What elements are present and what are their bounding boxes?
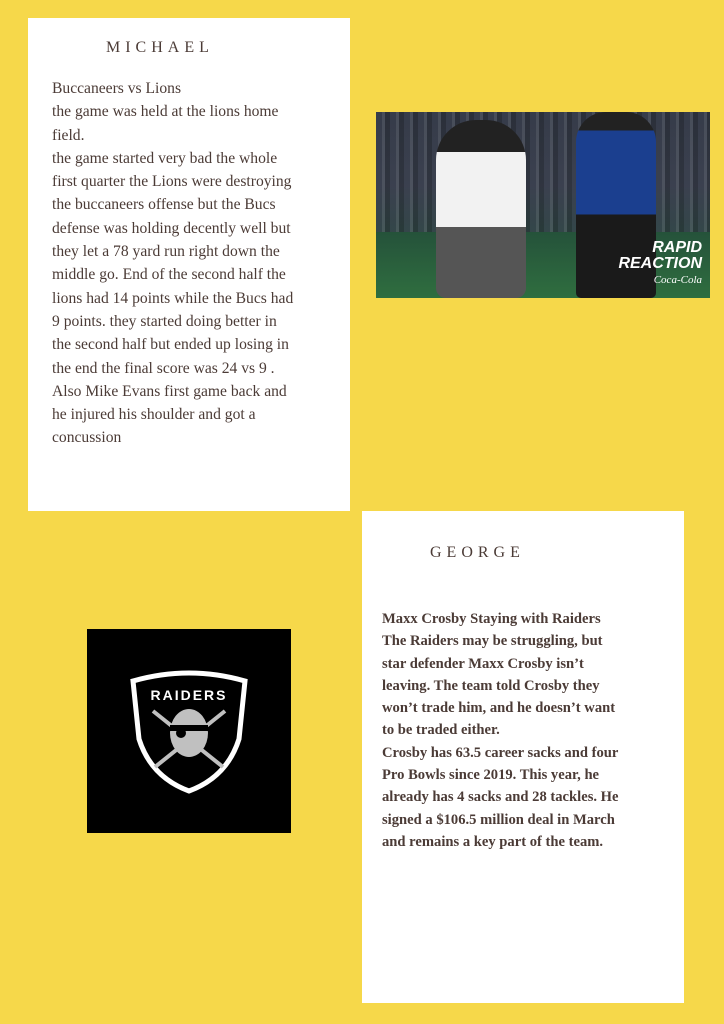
text-line: won’t trade him, and he doesn’t want <box>382 700 616 717</box>
text-line: defense was holding decently well but <box>52 219 291 237</box>
game-photo <box>376 112 710 298</box>
text-line: signed a $106.5 million deal in March <box>382 811 615 828</box>
text-line: the end the final score was 24 vs 9 . <box>52 359 275 377</box>
article-body <box>52 77 293 450</box>
text-line: Also Mike Evans first game back and <box>52 382 287 400</box>
text-line: middle go. End of the second half the <box>52 266 286 284</box>
text-line: leaving. The team told Crosby they <box>382 677 600 694</box>
author-name: GEORGE <box>430 544 525 561</box>
author-name: MICHAEL <box>106 39 214 56</box>
text-line: first quarter the Lions were destroying <box>52 173 292 191</box>
brand-line-2: REACTION <box>618 255 702 272</box>
text-line: Maxx Crosby Staying with Raiders <box>382 611 601 627</box>
text-line: concussion <box>52 429 122 447</box>
text-line: and remains a key part of the team. <box>382 833 604 850</box>
text-line: field. <box>52 126 85 144</box>
svg-text:RAIDERS: RAIDERS <box>150 687 228 703</box>
crowd-background <box>376 112 710 232</box>
text-line: the buccaneers offense but the Bucs <box>52 196 276 214</box>
rapid-reaction-logo <box>618 240 702 288</box>
text-line: the game was held at the lions home <box>52 103 279 121</box>
text-line: lions had 14 points while the Bucs had <box>52 289 294 307</box>
raiders-shield-icon <box>87 629 291 833</box>
article-body <box>382 608 619 853</box>
brand-line-1: RAPID <box>652 239 702 256</box>
raiders-logo <box>87 629 291 833</box>
text-line: star defender Maxx Crosby isn’t <box>382 655 584 672</box>
text-line: Crosby has 63.5 career sacks and four <box>382 744 619 761</box>
sponsor-logo: Coca-Cola <box>653 274 702 286</box>
text-line: 9 points. they started doing better in <box>52 312 277 330</box>
text-line: he injured his shoulder and got a <box>52 406 256 424</box>
text-line: the game started very bad the whole <box>52 149 278 167</box>
text-line: to be traded either. <box>382 722 500 739</box>
text-line: the second half but ended up losing in <box>52 336 289 354</box>
michael-card <box>28 18 350 511</box>
george-card <box>362 511 684 1003</box>
text-line: Pro Bowls since 2019. This year, he <box>382 767 600 784</box>
text-line: they let a 78 yard run right down the <box>52 243 280 261</box>
text-line: The Raiders may be struggling, but <box>382 633 603 650</box>
text-line: already has 4 sacks and 28 tackles. He <box>382 789 619 806</box>
buccaneers-player <box>436 120 526 298</box>
text-line: Buccaneers vs Lions <box>52 80 182 97</box>
